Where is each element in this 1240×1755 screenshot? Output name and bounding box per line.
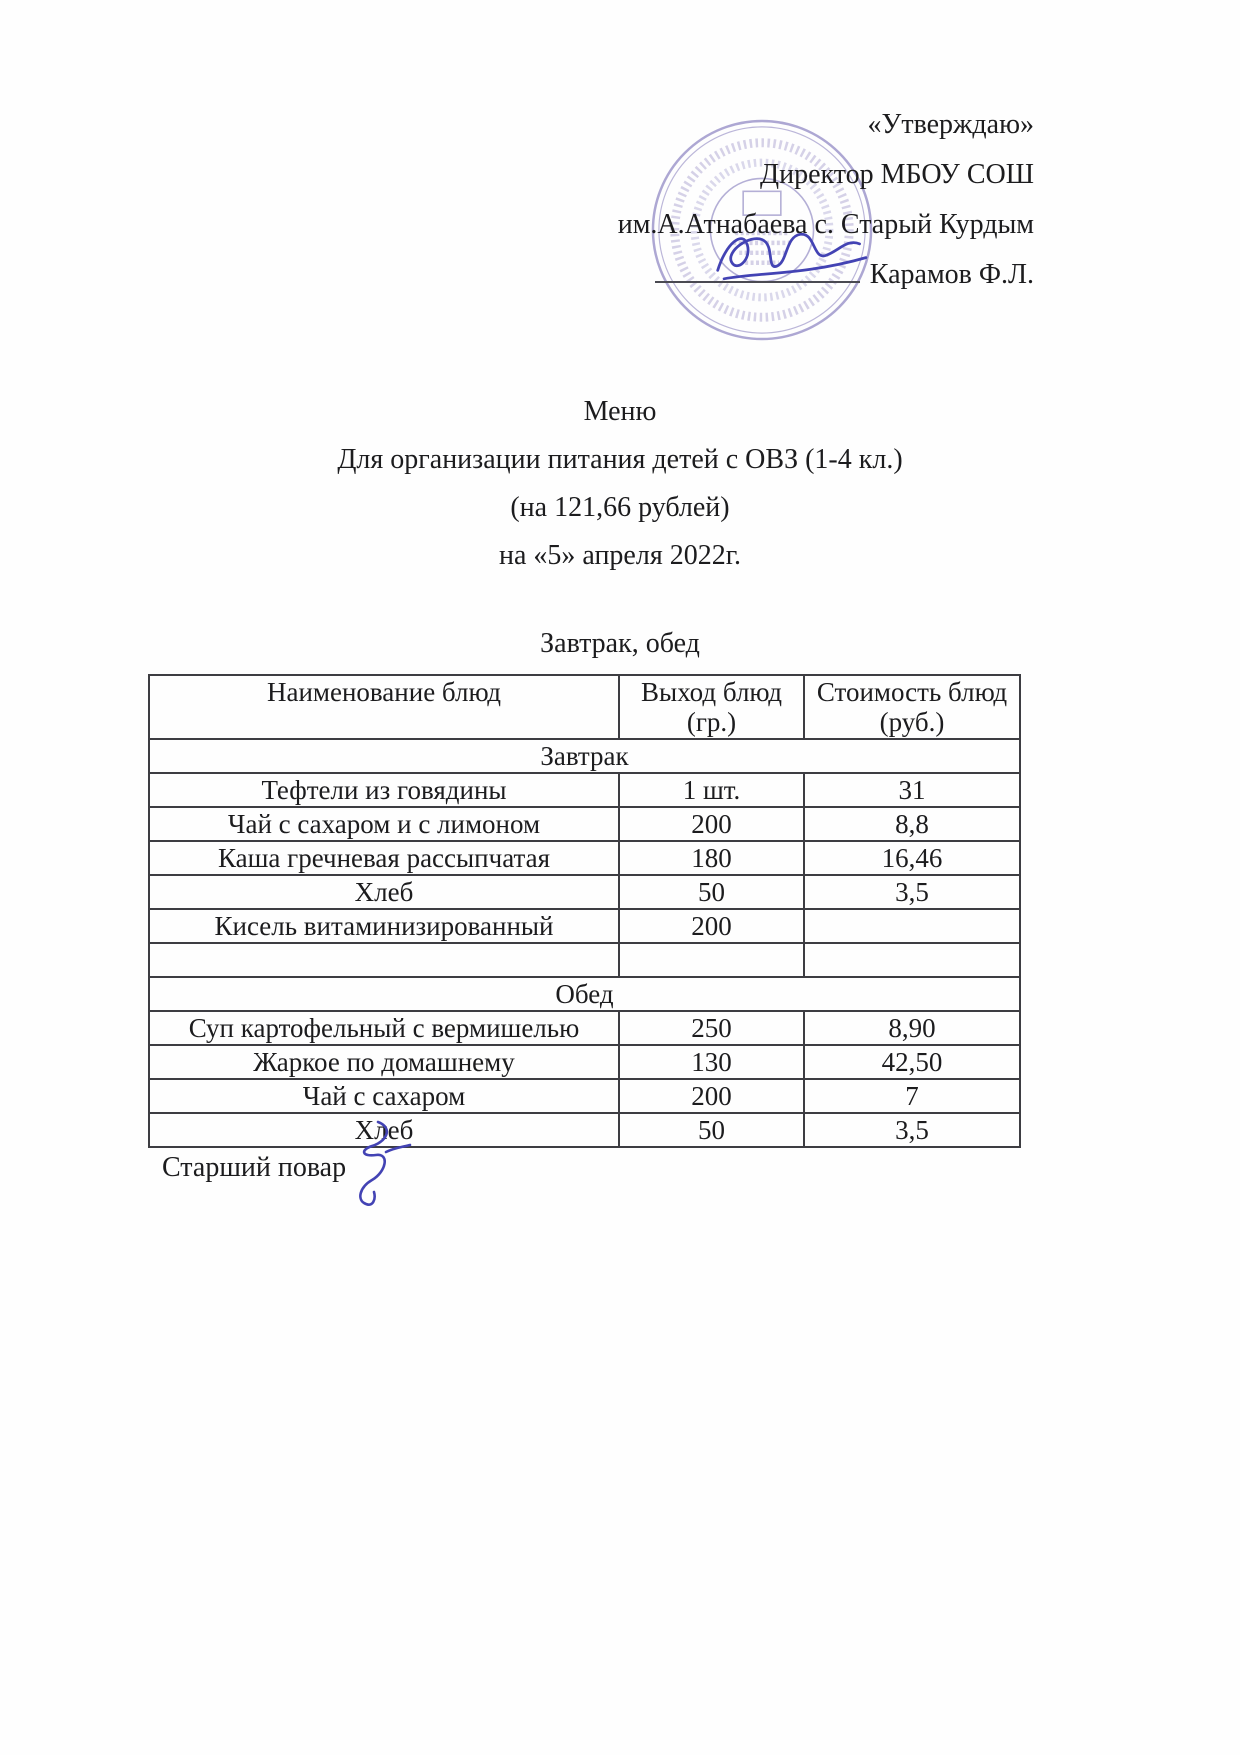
dish-name: Кисель витаминизированный (149, 909, 619, 943)
table-row (149, 875, 1020, 909)
cook-row (162, 1152, 346, 1184)
dish-name: Хлеб (149, 1113, 619, 1147)
dish-output: 50 (619, 875, 804, 909)
dish-cost: 42,50 (804, 1045, 1020, 1079)
section-label: Обед (149, 977, 1020, 1011)
empty-cell (619, 943, 804, 977)
cook-signature-icon (328, 1112, 428, 1222)
table-row (149, 841, 1020, 875)
director-signature-icon (705, 213, 885, 298)
dish-output: 1 шт. (619, 773, 804, 807)
doc-price: (на 121,66 рублей) (510, 492, 730, 523)
table-row (149, 1079, 1020, 1113)
dish-cost: 7 (804, 1079, 1020, 1113)
dish-output: 200 (619, 807, 804, 841)
dish-output: 200 (619, 909, 804, 943)
col-header-cost (804, 675, 1020, 739)
dish-name: Чай с сахаром и с лимоном (149, 807, 619, 841)
dish-name: Каша гречневая рассыпчатая (149, 841, 619, 875)
dish-cost: 3,5 (804, 1113, 1020, 1147)
dish-cost: 8,90 (804, 1011, 1020, 1045)
table-row (149, 909, 1020, 943)
cook-label: Старший повар (162, 1152, 347, 1183)
dish-output: 250 (619, 1011, 804, 1045)
dish-output: 180 (619, 841, 804, 875)
dish-name: Чай с сахаром (149, 1079, 619, 1113)
doc-date: на «5» апреля 2022г. (498, 540, 742, 571)
dish-cost: 31 (804, 773, 1020, 807)
header-line: (руб.) (879, 707, 945, 737)
menu-table-body (149, 739, 1020, 1147)
section-row (149, 739, 1020, 773)
table-row (149, 1045, 1020, 1079)
empty-cell (804, 943, 1020, 977)
col-header-dish-name (149, 675, 619, 739)
doc-subtitle: Для организации питания детей с ОВЗ (1-4 кл.) (337, 444, 903, 475)
meals-heading: Завтрак, обед (540, 628, 700, 659)
section-row (149, 977, 1020, 1011)
dish-cost: 16,46 (804, 841, 1020, 875)
dish-name: Хлеб (149, 875, 619, 909)
signer-name: Карамов Ф.Л. (869, 259, 1034, 290)
table-row (149, 1113, 1020, 1147)
dish-name: Жаркое по домашнему (149, 1045, 619, 1079)
approval-director-title: Директор МБОУ СОШ (759, 159, 1034, 190)
col-header-output (619, 675, 804, 739)
dish-cost: 3,5 (804, 875, 1020, 909)
dish-name: Суп картофельный с вермишелью (149, 1011, 619, 1045)
section-label: Завтрак (149, 739, 1020, 773)
header-line: Стоимость блюд (816, 677, 1008, 707)
dish-output: 130 (619, 1045, 804, 1079)
title-block (0, 388, 1240, 580)
dish-cost: 8,8 (804, 807, 1020, 841)
table-row (149, 807, 1020, 841)
header-line: Выход блюд (641, 677, 782, 707)
header-line: Наименование блюд (266, 677, 502, 707)
approval-word: «Утверждаю» (867, 109, 1034, 140)
menu-table (148, 674, 1021, 1148)
dish-cost (804, 909, 1020, 943)
empty-cell (149, 943, 619, 977)
approval-school-name: им.А.Атнабаева с. Старый Курдым (617, 209, 1034, 240)
header-line: (гр.) (686, 707, 737, 737)
table-row (149, 1011, 1020, 1045)
doc-title: Меню (583, 396, 657, 427)
dish-output: 200 (619, 1079, 804, 1113)
table-row (149, 773, 1020, 807)
table-header-row (149, 675, 1020, 739)
empty-row (149, 943, 1020, 977)
dish-name: Тефтели из говядины (149, 773, 619, 807)
dish-output: 50 (619, 1113, 804, 1147)
